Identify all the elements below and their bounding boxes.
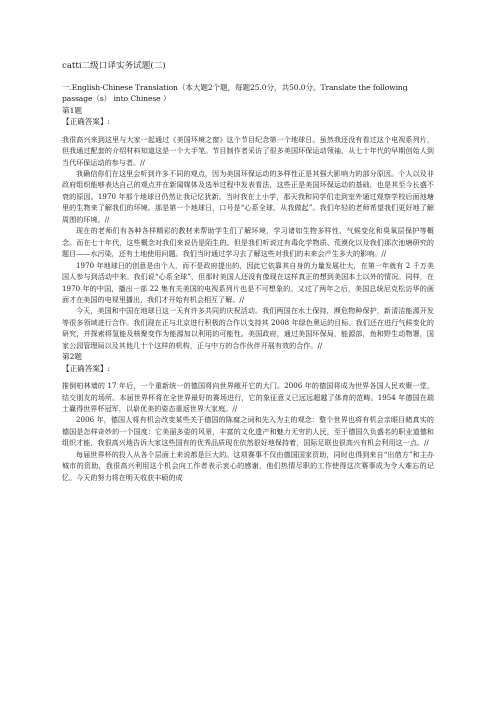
document-title: catti二级口译实务试题(二) (62, 61, 166, 71)
answer-label-2: 【正确答案】: (62, 363, 111, 373)
answer-paragraph: 现在的老师们有各种各样精彩的教材来帮助学生们了解环境，学习诸如生物多样性、气候变化和臭氧层保护等概念。而在七十年代，这些概念对我们来说仍是陌生的。但是我们听说过有毒化学物质、荒漠化以及我们那次池塘研究的题目——水污染，还有土地使用问题。我们当时通过学习去了解这些对我们的未来会产生多大的影响。// (62, 226, 434, 259)
answer-paragraph: 每届世界杯的投入从各个层面上来说都是巨大的。这项赛事不仅由德国国家资助，同时也得到来自“出借方”和主办城市的资助，我很高兴利用这个机会向工作者表示衷心的感谢，他们热情尽职的工作使得这次赛事成为令人难忘的记忆。今天的努力将在明天收获丰硕的成 (62, 449, 434, 482)
answer-paragraph: 今天，美国和中国在地球日这一天有许多共同的庆祝活动。我们两国在水土保持，濒危物种保护，新清洁能源开发等很多领域进行合作。我们现在正与北京进行积极的合作以支持其 2008 年绿色奥运的目标。我们还在进行气候变化的研究，并探索将氢能及核聚变作为能源加以利用的可能性。美国政府，通过美国环保局，能源部，鱼和野生动物署，国家公园管理局以及其他几十个这样的机构，正与中方的合作伙伴开展有效的合作。// (62, 306, 434, 350)
answer-label-1: 【正确答案】: (62, 117, 111, 127)
answer-paragraph: 我很高兴来到这里与大家一起通过《美国环境之窗》这个节目纪念第一个地球日。虽然我还没有看过这个电视系列片，但我通过配套的介绍材料知道这是一个大手笔。节目制作者采访了很多美国环保运动领袖，从七十年代的早期创始人到当代环保运动的参与者。// (62, 134, 434, 167)
answer-paragraph: 1970 年地球日的创意是由个人，而不是政府提出的，因此它依靠其自身的力量发展壮大，在第一年就有 2 千万美国人参与到活动中来。我们说“心系全球”，但那时美国人还没有像现在这样真正的想到美国本土以外的情况。同样，在 1970 年的中国，播出一部 22 集有关美国的电视系列片也是不可想象的。又过了两年之后，美国总统尼克松访华的画面才在美国的电视里播出，我们才开始有机会相互了解。// (62, 260, 434, 304)
question-label-1: 第1题 (62, 105, 83, 115)
question-label-2: 第2题 (62, 352, 83, 362)
answer-paragraph: 2006 年，德国人将有机会改变某些关于德国的陈腐之词和先入为主的观念：整个世界也将有机会亲眼目睹真实的德国是怎样奇妙的一个国度：它美丽多姿的风景，丰富的文化遗产和魅力无穷的人民，至于德国久负盛名的职业道德和组织才能，我很高兴地告诉大家这些国有的优秀品质现在依然很好地保持着，国际足联也很高兴有机会利用这一点。// (62, 415, 434, 448)
section-heading: 一.English-Chinese Translation（本大题2个题，每题25.0分，共50.0分。Translate the following passage（s） into Chinese ） (62, 83, 408, 104)
answer-paragraph: 我确信你们在这里会听到许多不同的观点，因为美国环保运动的多样性正是其强大影响力的部分原因。个人以及非政府组织能够表达自己的观点并在新闻媒体及选举过程中发表看法，这些正是美国环保运动的基础，也是其至今长盛不衰的原因。1970 年那个地球日仍然让我记忆犹新。当时我在上小学，那天我和同学们走到室外通过观察学校后面池塘里的生物来了解我们的环境。那是第一个地球日，口号是“心系全球，从我做起”。我们年轻的老师希望我们更好地了解周围的环境。// (62, 168, 434, 224)
answer-paragraph: 推倒柏林墙的 17 年后，一个重新统一的德国将向世界敞开它的大门。2006 年的德国将成为世界各国人民欢聚一堂，结交朋友的场所。本届世界杯将在全世界最好的赛场进行，它的象征意义已远远超越了体育的范畴。1954 年德国在瑞士赢得世界杯冠军，以崭优美的姿态重返世界大家庭。// (62, 381, 434, 413)
